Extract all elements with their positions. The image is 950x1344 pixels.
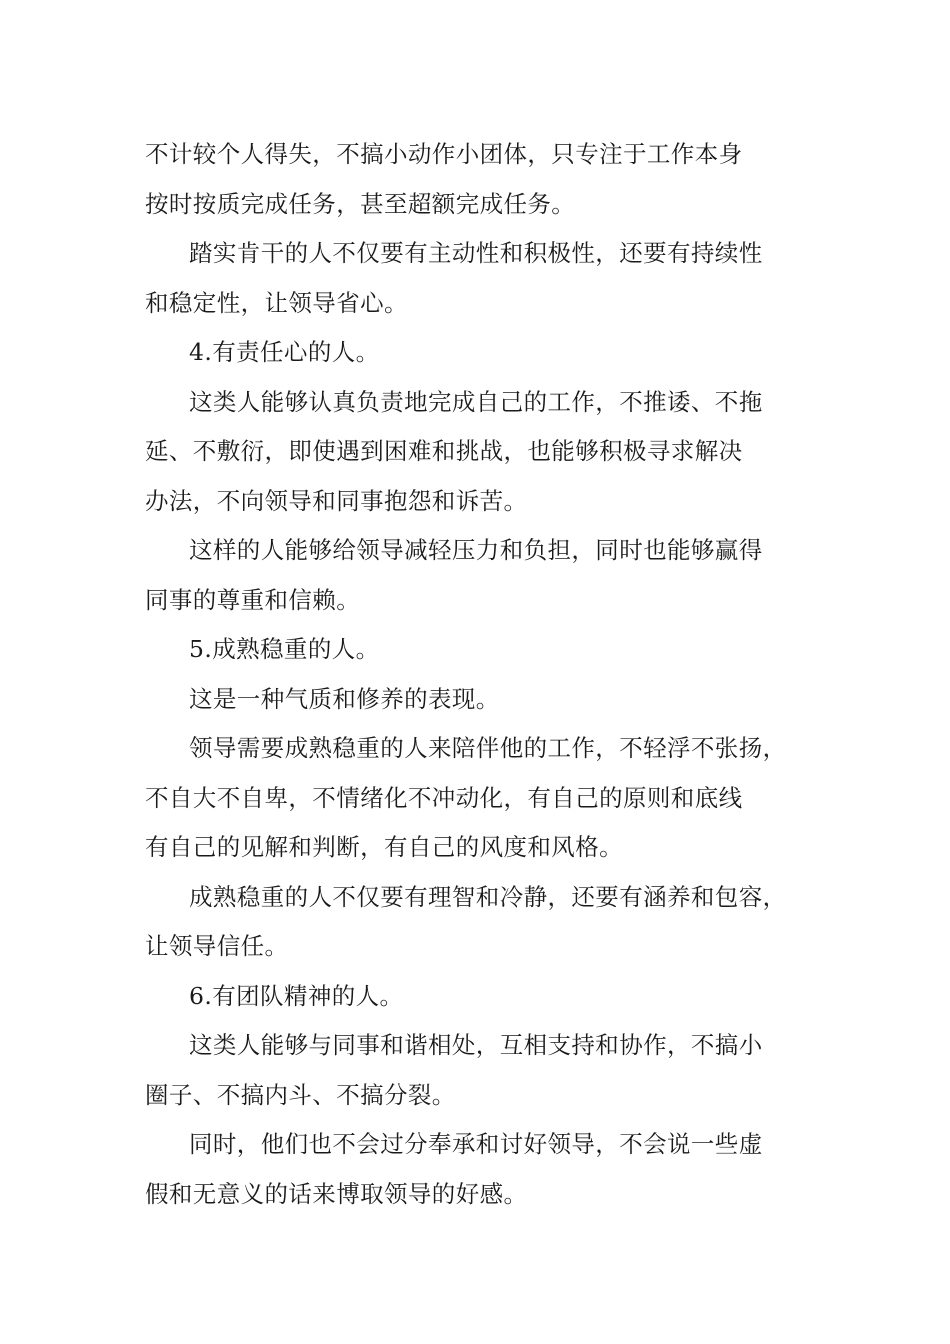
document-body	[145, 130, 815, 1219]
text-line: 这类人能够与同事和谐相处，互相支持和协作，不搞小	[189, 1031, 763, 1059]
text-line: 领导需要成熟稳重的人来陪伴他的工作，不轻浮不张扬，	[189, 734, 787, 762]
section-heading: 5.成熟稳重的人。	[189, 635, 380, 663]
text-line: 这类人能够认真负责地完成自己的工作，不推诿、不拖	[189, 387, 763, 416]
text-line: 同时，他们也不会过分奉承和讨好领导，不会说一些虚	[189, 1130, 763, 1158]
text-line: 圈子、不搞内斗、不搞分裂。	[145, 1080, 456, 1109]
text-line: 这样的人能够给领导减轻压力和负担，同时也能够赢得	[189, 536, 763, 564]
text-line: 办法，不向领导和同事抱怨和诉苦。	[145, 486, 528, 515]
text-line: 延、不敷衍，即使遇到困难和挑战，也能够积极寻求解决	[145, 437, 743, 465]
text-line: 成熟稳重的人不仅要有理智和冷静，还要有涵养和包容，	[189, 882, 787, 911]
text-line: 不自大不自卑，不情绪化不冲动化，有自己的原则和底线	[145, 783, 743, 812]
text-line: 踏实肯干的人不仅要有主动性和积极性，还要有持续性	[189, 239, 763, 267]
text-line: 按时按质完成任务，甚至超额完成任务。	[145, 189, 576, 218]
text-line: 这是一种气质和修养的表现。	[189, 684, 500, 713]
text-line: 不计较个人得失，不搞小动作小团体，只专注于工作本身	[145, 140, 743, 168]
text-line: 让领导信任。	[145, 932, 289, 960]
section-heading: 6.有团队精神的人。	[189, 981, 404, 1010]
text-line: 假和无意义的话来博取领导的好感。	[145, 1179, 528, 1208]
section-heading: 4.有责任心的人。	[189, 338, 380, 366]
text-line: 和稳定性，让领导省心。	[145, 288, 408, 317]
text-line: 同事的尊重和信赖。	[145, 585, 361, 614]
text-line: 有自己的见解和判断，有自己的风度和风格。	[145, 833, 623, 861]
